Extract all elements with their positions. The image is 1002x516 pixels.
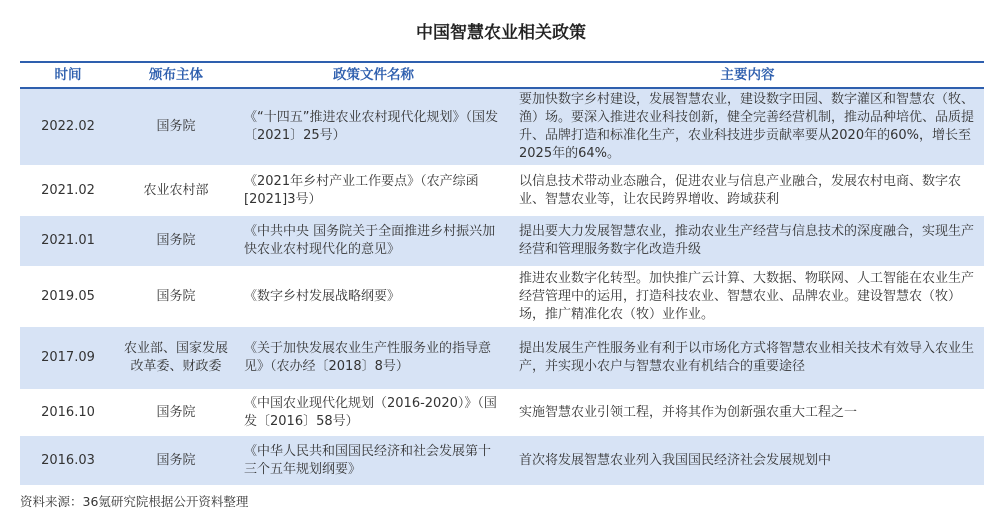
cell-time: 2019.05 — [20, 267, 116, 327]
header-issuer: 颁布主体 — [116, 62, 236, 88]
cell-content: 要加快数字乡村建设，发展智慧农业，建设数字田园、数字灌区和智慧农（牧、渔）场。要深入推进农业科技创新，健全完善经营机制，推动品种培优、品质提升、品牌打造和标准化生产，农业科技进步贡献率要从2020年的60%，增长至2025年的64%。 — [511, 88, 984, 166]
table-row — [20, 327, 984, 390]
cell-document: 《2021年乡村产业工作要点》（农产综函[2021]3号） — [236, 166, 511, 216]
table-row — [20, 390, 984, 436]
cell-content: 提出发展生产性服务业有利于以市场化方式将智慧农业相关技术有效导入农业生产，并实现小农户与智慧农业有机结合的重要途径 — [511, 327, 984, 390]
page-title: 中国智慧农业相关政策 — [416, 23, 586, 43]
cell-content: 实施智慧农业引领工程，并将其作为创新强农重大工程之一 — [511, 390, 984, 436]
cell-document: 《“十四五”推进农业农村现代化规划》（国发〔2021〕25号） — [236, 88, 511, 166]
cell-document: 《中共中央 国务院关于全面推进乡村振兴加快农业农村现代化的意见》 — [236, 216, 511, 267]
cell-issuer: 农业农村部 — [116, 166, 236, 216]
header-content: 主要内容 — [511, 62, 984, 88]
cell-time: 2021.01 — [20, 216, 116, 267]
cell-time: 2022.02 — [20, 88, 116, 166]
cell-time: 2016.10 — [20, 390, 116, 436]
cell-document: 《中华人民共和国国民经济和社会发展第十三个五年规划纲要》 — [236, 436, 511, 486]
cell-time: 2016.03 — [20, 436, 116, 486]
header-document: 政策文件名称 — [236, 62, 511, 88]
cell-content: 提出要大力发展智慧农业，推动农业生产经营与信息技术的深度融合，实现生产经营和管理服务数字化改造升级 — [511, 216, 984, 267]
table-row — [20, 267, 984, 327]
cell-document: 《关于加快发展农业生产性服务业的指导意见》（农办经〔2018〕8号） — [236, 327, 511, 390]
cell-document: 《中国农业现代化规划（2016-2020）》（国发〔2016〕58号） — [236, 390, 511, 436]
cell-issuer: 国务院 — [116, 88, 236, 166]
cell-issuer: 国务院 — [116, 267, 236, 327]
cell-content: 以信息技术带动业态融合，促进农业与信息产业融合，发展农村电商、数字农业、智慧农业等，让农民跨界增收、跨域获利 — [511, 166, 984, 216]
cell-document: 《数字乡村发展战略纲要》 — [236, 267, 511, 327]
cell-time: 2021.02 — [20, 166, 116, 216]
table-header-row — [20, 62, 984, 88]
cell-issuer: 国务院 — [116, 436, 236, 486]
table-row — [20, 216, 984, 267]
table-row — [20, 166, 984, 216]
policy-table — [20, 61, 984, 486]
cell-content: 推进农业数字化转型。加快推广云计算、大数据、物联网、人工智能在农业生产经营管理中的运用，打造科技农业、智慧农业、品牌农业。建设智慧农（牧）场，推广精准化农（牧）业作业。 — [511, 267, 984, 327]
cell-issuer: 国务院 — [116, 216, 236, 267]
cell-content: 首次将发展智慧农业列入我国国民经济社会发展规划中 — [511, 436, 984, 486]
cell-issuer: 农业部、国家发展改革委、财政委 — [116, 327, 236, 390]
source-note: 资料来源：36氪研究院根据公开资料整理 — [20, 494, 249, 509]
cell-time: 2017.09 — [20, 327, 116, 390]
header-time: 时间 — [20, 62, 116, 88]
table-row — [20, 436, 984, 486]
cell-issuer: 国务院 — [116, 390, 236, 436]
table-row — [20, 88, 984, 166]
